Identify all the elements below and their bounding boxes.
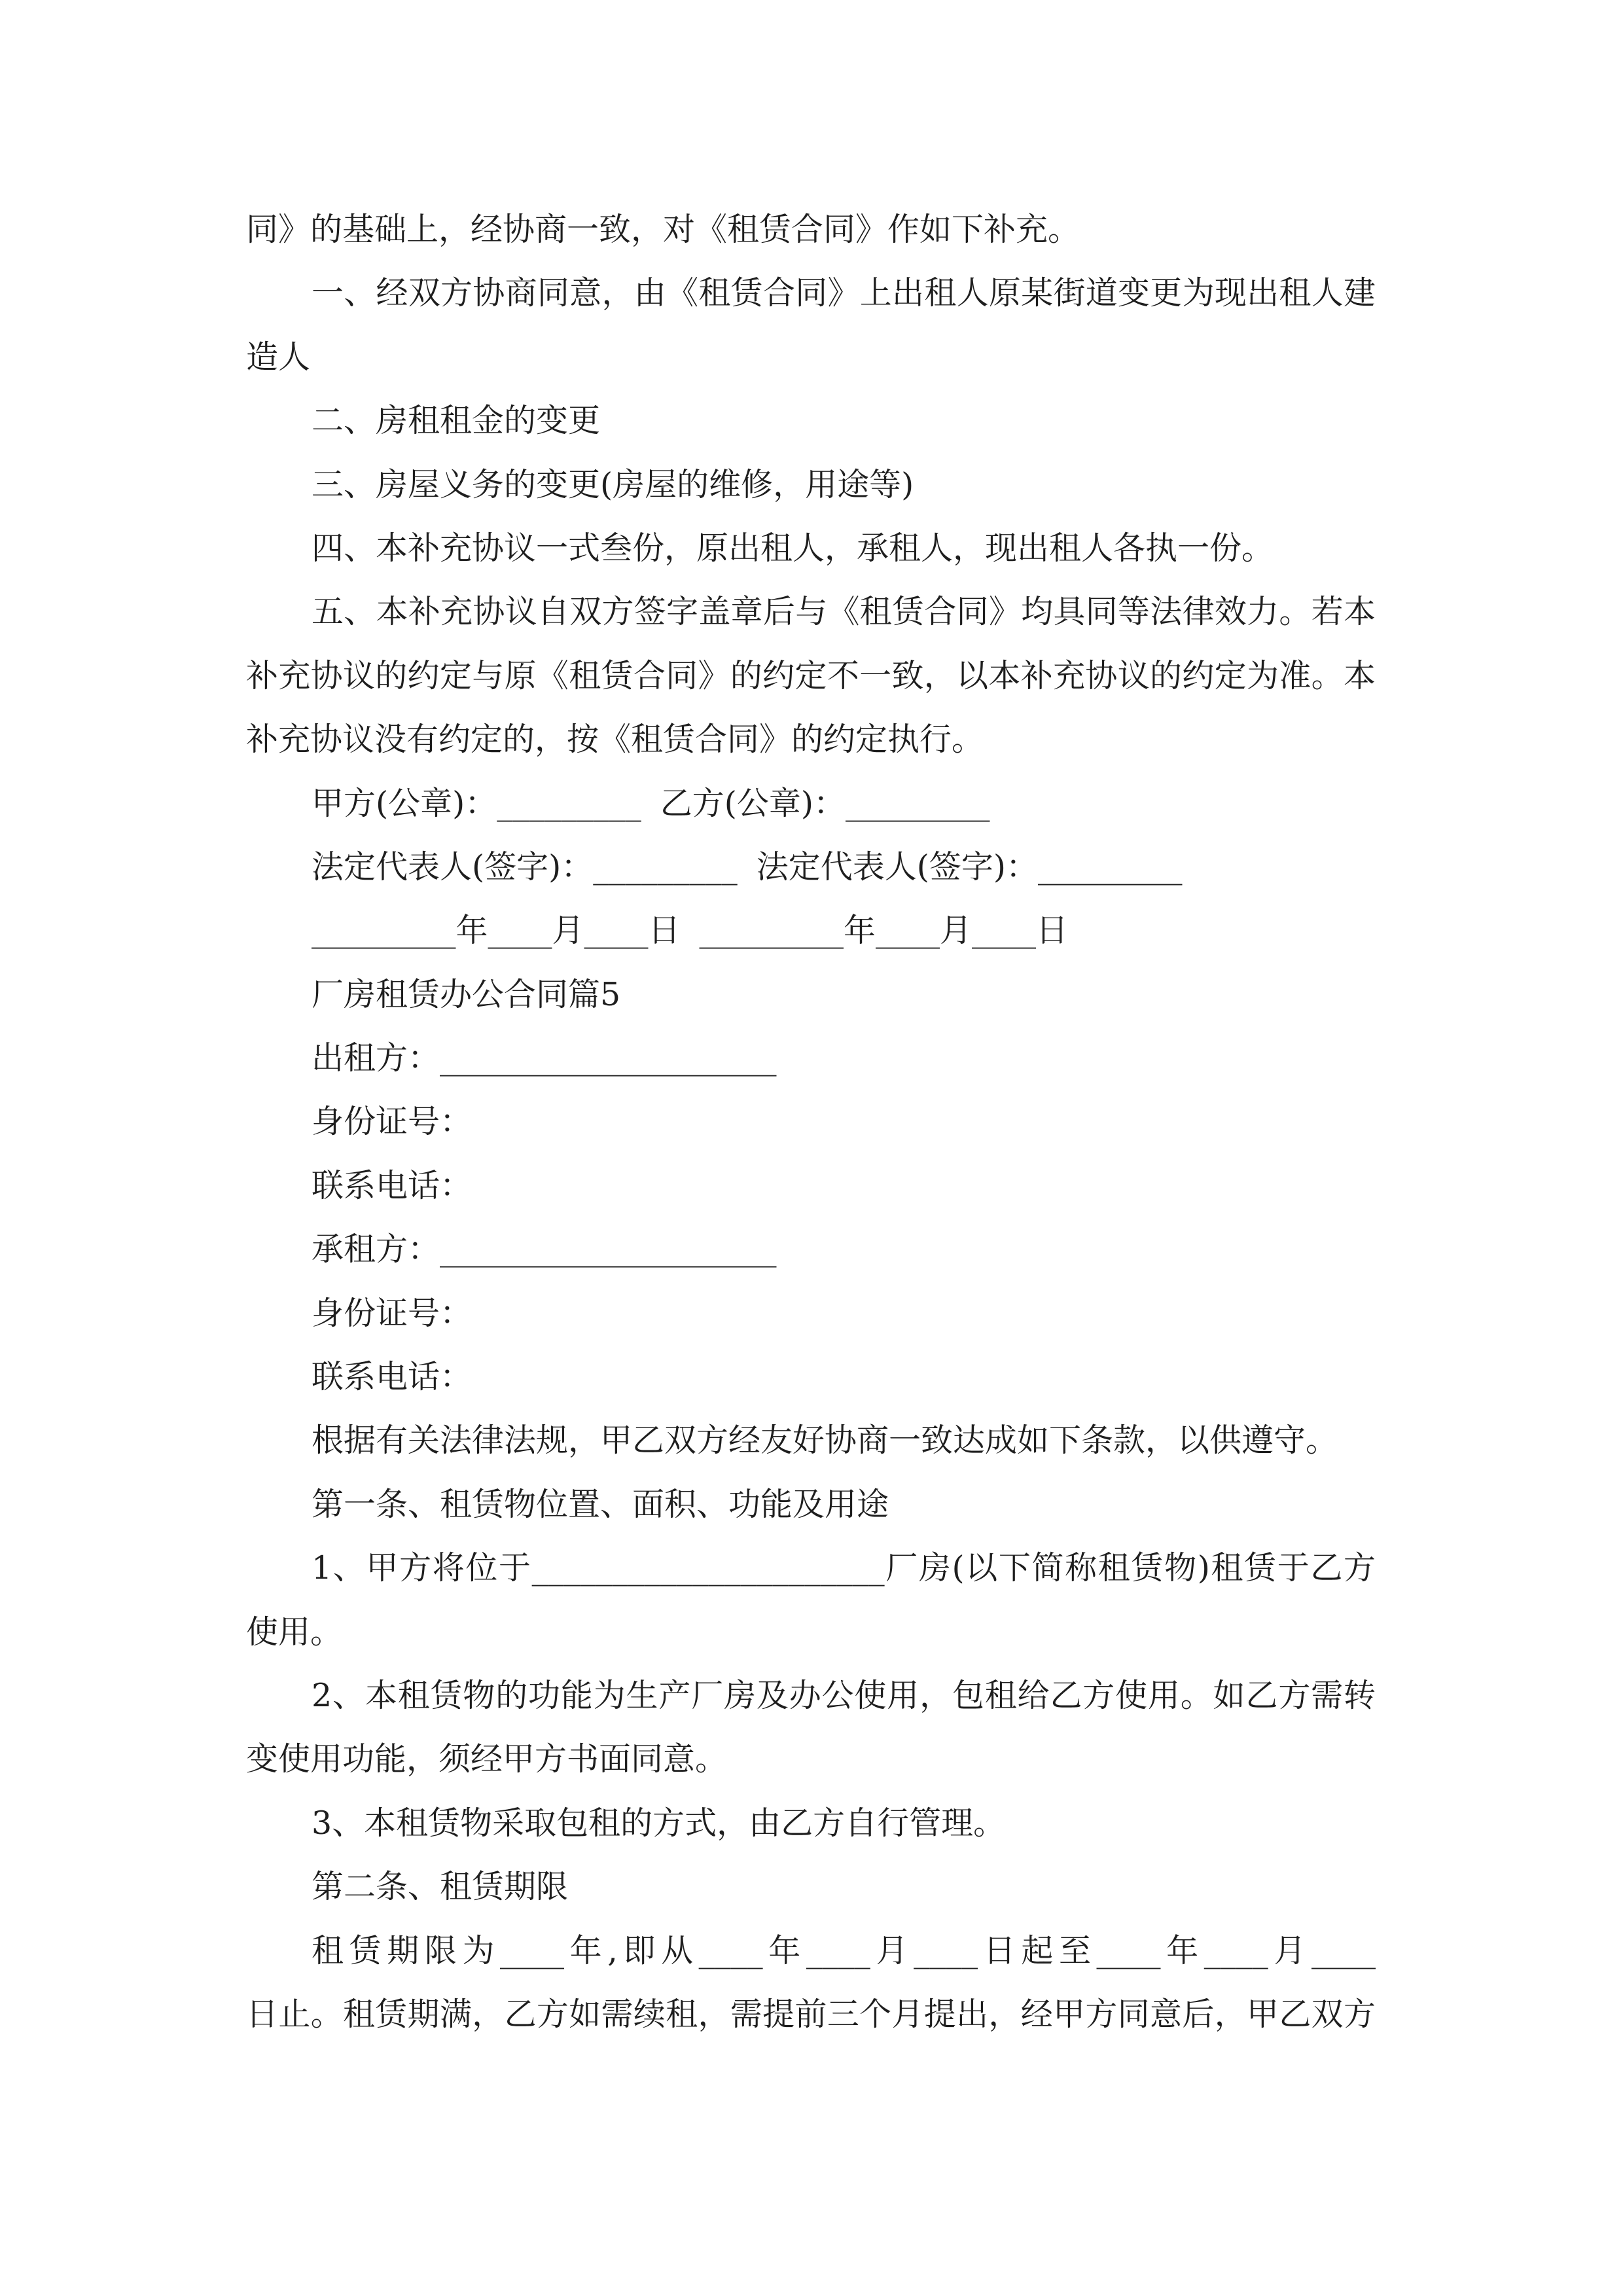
seal-line — [246, 772, 1376, 835]
representative-line — [246, 835, 1376, 899]
party-b-rep-blank: _________ — [1037, 848, 1183, 886]
lessor-label: 出租方： — [312, 1039, 440, 1077]
supplement-clause-2: 二、房租租金的变更 — [312, 402, 601, 440]
party-a-rep-label: 法定代表人(签字)： — [312, 848, 594, 886]
lessor-phone-label: 联系电话： — [312, 1166, 473, 1204]
clause-line: 一、经双方协商同意，由《租赁合同》上出租人原某街道变更为现出租人建 — [312, 274, 1376, 312]
party-a-date: _________年____月____日 — [312, 912, 681, 950]
party-b-date: _________年____月____日 — [699, 912, 1069, 950]
item-line: 2、本租赁物的功能为生产厂房及办公使用，包租给乙方使用。如乙方需转 — [312, 1676, 1376, 1714]
lessee-label: 承租方： — [312, 1230, 440, 1268]
clause-line: 五、本补充协议自双方签字盖章后与《租赁合同》均具同等法律效力。若本 — [312, 593, 1376, 631]
supplement-clause-5 — [246, 580, 1376, 771]
factory-lease-contract-5 — [246, 963, 1376, 2047]
clause-line: 补充协议的约定与原《租赁合同》的约定不一致，以本补充协议的约定为准。本 — [246, 656, 1376, 694]
contract-preamble: 根据有关法律法规，甲乙双方经友好协商一致达成如下条款，以供遵守。 — [312, 1422, 1338, 1460]
supplement-clause-4: 四、本补充协议一式叁份，原出租人，承租人，现出租人各执一份。 — [312, 529, 1274, 567]
lessor-id-label: 身份证号： — [312, 1103, 473, 1141]
contract-title: 厂房租赁办公合同篇5 — [312, 975, 621, 1013]
lessor-blank: _____________________ — [440, 1039, 777, 1077]
document-body — [246, 198, 1376, 2046]
party-b-rep-label: 法定代表人(签字)： — [756, 848, 1038, 886]
term-line: 租赁期限为____年,即从____年____月____日起至____年____月____ — [312, 1931, 1376, 1969]
party-b-seal-blank: _________ — [845, 784, 990, 822]
lessee-field — [246, 1217, 1376, 1281]
article-2 — [246, 1855, 1376, 2046]
lessee-id-label: 身份证号： — [312, 1294, 473, 1332]
article-2-heading: 第二条、租赁期限 — [312, 1868, 569, 1906]
item-line: 使用。 — [246, 1613, 343, 1651]
lessee-phone-label: 联系电话： — [312, 1358, 473, 1396]
article-1-heading: 第一条、租赁物位置、面积、功能及用途 — [312, 1485, 889, 1523]
article-1-item-3: 3、本租赁物采取包租的方式，由乙方自行管理。 — [312, 1804, 1006, 1842]
supplement-agreement — [246, 198, 1376, 963]
supplement-intro-continuation: 同》的基础上，经协商一致，对《租赁合同》作如下补充。 — [246, 211, 1080, 248]
article-1-item-1 — [246, 1536, 1376, 1664]
lessor-field — [246, 1026, 1376, 1090]
supplement-clause-3: 三、房屋义务的变更(房屋的维修，用途等) — [312, 465, 914, 503]
supplement-clause-1 — [246, 261, 1376, 389]
item-line: 1、甲方将位于______________________厂房(以下简称租赁物)租赁于乙方 — [312, 1549, 1376, 1587]
lessee-blank: _____________________ — [440, 1230, 777, 1268]
party-a-seal-blank: _________ — [497, 784, 641, 822]
item-line: 变使用功能，须经甲方书面同意。 — [246, 1740, 728, 1778]
date-line — [246, 899, 1376, 962]
party-a-seal-label: 甲方(公章)： — [312, 784, 497, 822]
term-line: 日止。租赁期满，乙方如需续租，需提前三个月提出，经甲方同意后，甲乙双方 — [246, 1995, 1376, 2033]
clause-line: 补充协议没有约定的，按《租赁合同》的约定执行。 — [246, 721, 984, 759]
article-1 — [246, 1473, 1376, 1855]
party-a-rep-blank: _________ — [593, 848, 738, 886]
article-2-term — [246, 1919, 1376, 2047]
article-1-item-2 — [246, 1664, 1376, 1791]
clause-line: 造人 — [246, 338, 311, 376]
party-b-seal-label: 乙方(公章)： — [660, 784, 846, 822]
